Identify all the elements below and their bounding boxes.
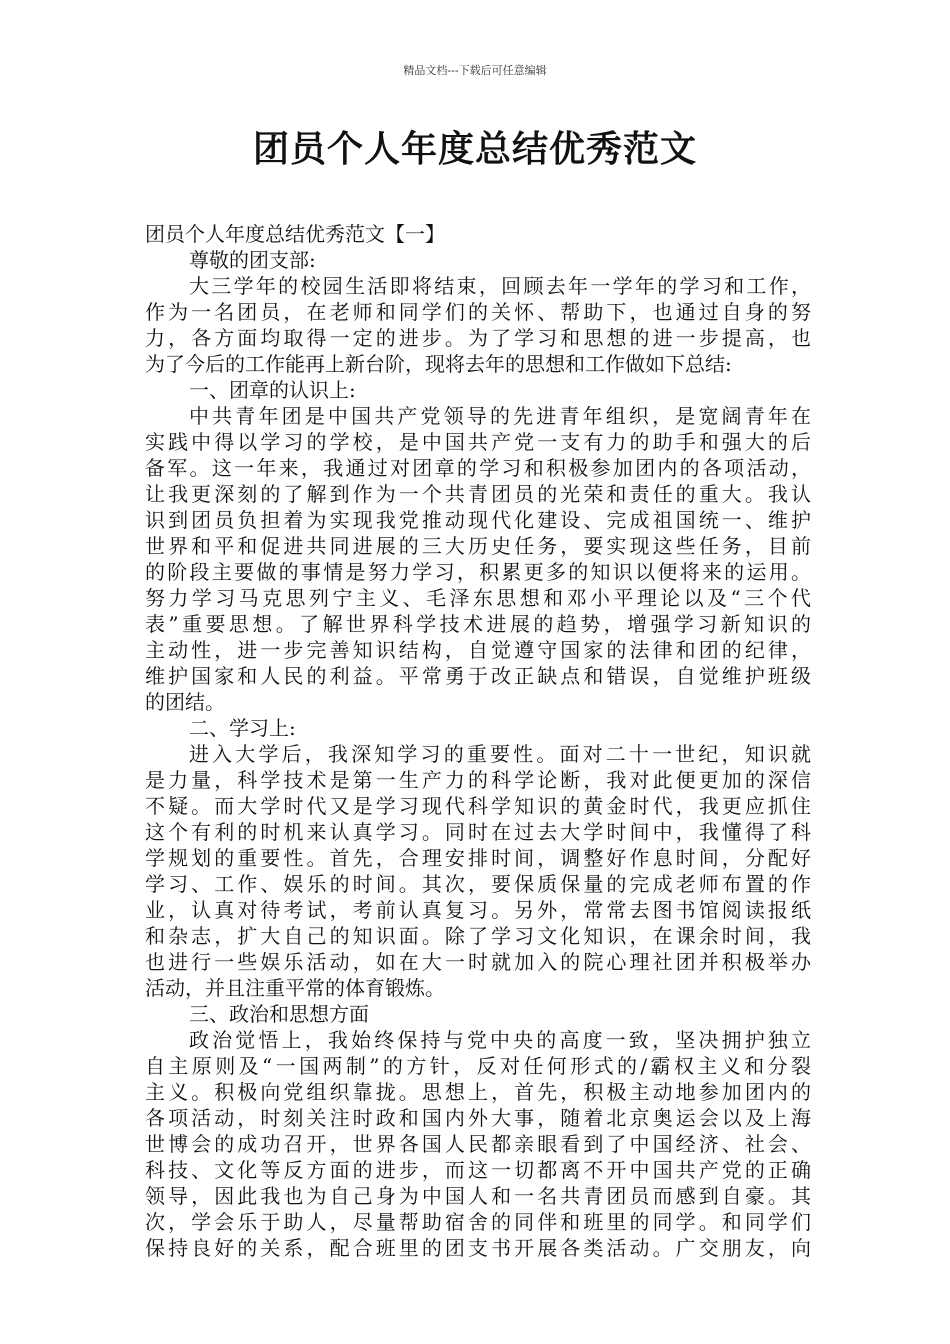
document-body	[145, 221, 811, 1261]
body-line: 政治觉悟上，我始终保持与党中央的高度一致，坚决拥护独立	[189, 1028, 811, 1052]
body-line: 次，学会乐于助人，尽量帮助宿舍的同伴和班里的同学。和同学们	[145, 1210, 811, 1234]
body-line: 识到团员负担着为实现我党推动现代化建设、完成祖国统一、维护	[145, 508, 811, 532]
body-line: 中共青年团是中国共产党领导的先进青年组织，是宽阔青年在	[189, 404, 811, 428]
body-line: 是力量，科学技术是第一生产力的科学论断，我对此便更加的深信	[145, 768, 811, 792]
body-line: 三、政治和思想方面	[189, 1002, 369, 1026]
body-line: 世界和平和促进共同进展的三大历史任务，要实现这些任务，目前	[145, 534, 811, 558]
body-line: 学规划的重要性。首先，合理安排时间，调整好作息时间，分配好	[145, 846, 811, 870]
body-line: 的团结。	[145, 690, 225, 714]
body-line: 领导，因此我也为自己身为中国人和一名共青团员而感到自豪。其	[145, 1184, 811, 1208]
body-line: 自主原则及“一国两制”的方针，反对任何形式的/霸权主义和分裂	[145, 1054, 811, 1078]
body-line: 表”重要思想。了解世界科学技术进展的趋势，增强学习新知识的	[145, 612, 811, 636]
body-line: 学习、工作、娱乐的时间。其次，要保质保量的完成老师布置的作	[145, 872, 811, 896]
body-line: 让我更深刻的了解到作为一个共青团员的光荣和责任的重大。我认	[145, 482, 811, 506]
body-line: 和杂志，扩大自己的知识面。除了学习文化知识，在课余时间，我	[145, 924, 811, 948]
body-line: 一、团章的认识上:	[189, 378, 356, 402]
document-title: 团员个人年度总结优秀范文	[252, 129, 697, 170]
body-line: 二、学习上:	[189, 716, 296, 740]
body-line: 活动，并且注重平常的体育锻炼。	[145, 976, 445, 1000]
body-line: 这个有利的时机来认真学习。同时在过去大学时间中，我懂得了科	[145, 820, 811, 844]
body-line: 维护国家和人民的利益。平常勇于改正缺点和错误，自觉维护班级	[145, 664, 811, 688]
body-line: 保持良好的关系，配合班里的团支书开展各类活动。广交朋友，向	[145, 1236, 811, 1260]
body-line: 尊敬的团支部:	[189, 248, 316, 272]
body-line: 进入大学后，我深知学习的重要性。面对二十一世纪，知识就	[189, 742, 811, 766]
body-line: 各项活动，时刻关注时政和国内外大事，随着北京奥运会以及上海	[145, 1106, 811, 1130]
body-line: 实践中得以学习的学校，是中国共产党一支有力的助手和强大的后	[145, 430, 811, 454]
body-line: 作为一名团员，在老师和同学们的关怀、帮助下，也通过自身的努	[145, 300, 811, 324]
body-line: 力，各方面均取得一定的进步。为了学习和思想的进一步提高，也	[145, 326, 811, 350]
body-line: 科技、文化等反方面的进步，而这一切都离不开中国共产党的正确	[145, 1158, 811, 1182]
header-note: 精品文档---下载后可任意编辑	[403, 64, 547, 77]
body-line: 团员个人年度总结优秀范文【一】	[145, 222, 445, 246]
body-line: 的阶段主要做的事情是努力学习，积累更多的知识以便将来的运用。	[145, 560, 811, 584]
body-line: 大三学年的校园生活即将结束，回顾去年一学年的学习和工作，	[189, 274, 811, 298]
body-line: 不疑。而大学时代又是学习现代科学知识的黄金时代，我更应抓住	[145, 794, 811, 818]
body-line: 业，认真对待考试，考前认真复习。另外，常常去图书馆阅读报纸	[145, 898, 811, 922]
body-line: 世博会的成功召开，世界各国人民都亲眼看到了中国经济、社会、	[145, 1132, 811, 1156]
body-line: 也进行一些娱乐活动，如在大一时就加入的院心理社团并积极举办	[145, 950, 811, 974]
body-line: 努力学习马克思列宁主义、毛泽东思想和邓小平理论以及“三个代	[145, 586, 811, 610]
body-line: 备军。这一年来，我通过对团章的学习和积极参加团内的各项活动，	[145, 456, 811, 480]
body-line: 主动性，进一步完善知识结构，自觉遵守国家的法律和团的纪律，	[145, 638, 811, 662]
body-line: 为了今后的工作能再上新台阶，现将去年的思想和工作做如下总结:	[145, 352, 732, 376]
body-line: 主义。积极向党组织靠拢。思想上，首先，积极主动地参加团内的	[145, 1080, 811, 1104]
